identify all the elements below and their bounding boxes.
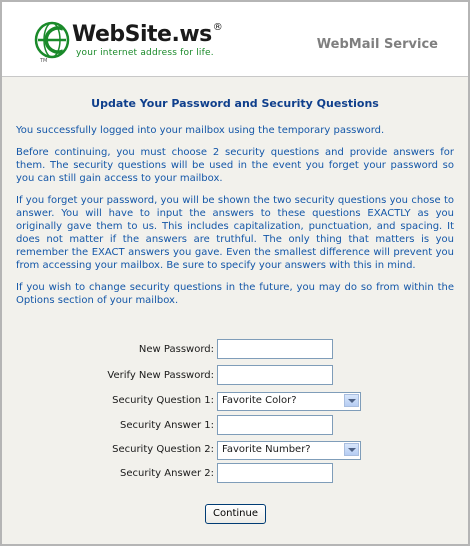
new-password-label: New Password: [138,344,214,355]
logo-registered-mark: ® [212,22,223,33]
logo-wordmark [72,22,222,47]
globe-e-icon [32,16,76,64]
new-password-input[interactable] [217,339,333,359]
header [2,2,468,77]
chevron-down-icon[interactable] [344,443,359,456]
security-question-2-value: Favorite Number? [222,444,311,455]
verify-password-input[interactable] [217,365,333,385]
instruction-paragraph: You successfully logged into your mailbox using the temporary password. [16,125,385,136]
security-answer-1-label: Security Answer 1: [120,420,214,431]
instruction-paragraph: Before continuing, you must choose 2 security questions and provide answers for them. The security questions will be used in the event you forget your password so you can still gain access to your mailbox. [16,147,454,184]
logo [32,16,232,66]
security-question-2-label: Security Question 2: [112,444,214,455]
service-title: WebMail Service [316,37,438,52]
security-answer-2-input[interactable] [217,463,333,483]
instruction-paragraph: If you forget your password, you will be shown the two security questions you chose to answer. You will have to input the answers to these questions EXACTLY as you originally gave them to us. This includes capitalization, punctuation, and spacing. It does not matter if the answers are truthful. The only thing that matters is you remember the EXACT answers you gave. Even the smallest difference will prevent you from accessing your mailbox. Be sure to specify your answers with this in mind. [16,195,454,271]
verify-password-row [2,365,468,387]
security-answer-2-row [2,463,468,485]
security-question-1-value: Favorite Color? [222,395,297,406]
logo-tagline: your internet address for life. [76,48,214,58]
security-question-1-label: Security Question 1: [112,395,214,406]
logo-name: WebSite.ws [72,22,212,47]
security-answer-2-label: Security Answer 2: [120,468,214,479]
verify-password-label: Verify New Password: [107,370,214,381]
chevron-down-icon[interactable] [344,394,359,407]
security-question-1-row [2,390,468,412]
continue-button[interactable]: Continue [205,504,266,524]
logo-trademark: TM [40,58,48,64]
security-answer-1-row [2,415,468,437]
page-title: Update Your Password and Security Questions [91,97,379,110]
instructions [16,97,454,316]
security-question-1-select[interactable] [217,392,361,411]
new-password-row [2,339,468,361]
security-question-2-row [2,439,468,461]
security-question-2-select[interactable] [217,441,361,460]
security-answer-1-input[interactable] [217,415,333,435]
instruction-paragraph: If you wish to change security questions in the future, you may do so from within the Options section of your mailbox. [16,282,454,306]
